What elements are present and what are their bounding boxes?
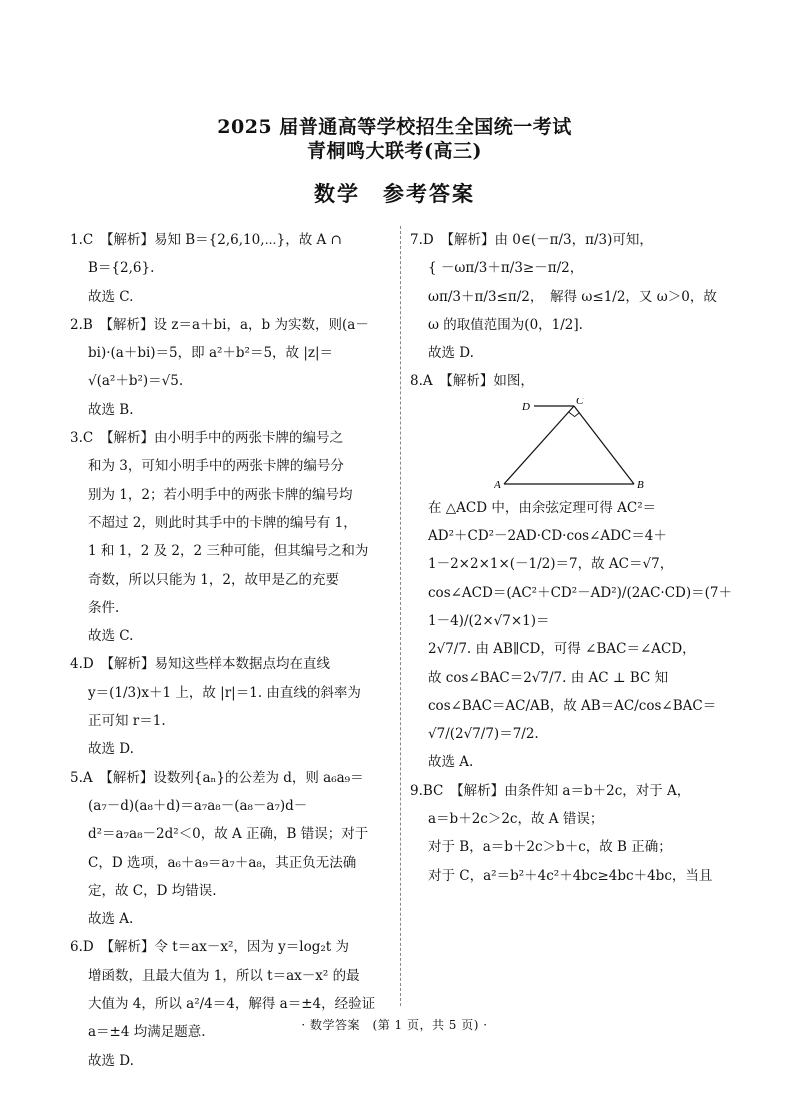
answer-line: ωπ/3＋π/3≤π/2， 解得 ω≤1/2，又 ω＞0，故 bbox=[428, 288, 717, 305]
triangle-figure bbox=[494, 398, 654, 490]
answer-line: 定，故 C，D 均错误. bbox=[88, 882, 217, 899]
right-angle-mark bbox=[569, 412, 580, 417]
answer-line: 故选 C. bbox=[88, 628, 134, 645]
answer-line: 大值为 4，所以 a²/4＝4，解得 a＝±4，经验证 bbox=[88, 996, 376, 1013]
answer-line: cos∠ACD＝(AC²＋CD²－AD²)/(2AC·CD)＝(7＋1－4)/(2×√7×1)＝ bbox=[428, 584, 732, 629]
column-divider bbox=[400, 226, 401, 1006]
answer-line: 故 cos∠BAC＝2√7/7. 由 AC ⊥ BC 知 bbox=[428, 669, 669, 686]
answer-line: 故选 D. bbox=[88, 741, 134, 758]
answer-line: C，D 选项，a₆＋a₉＝a₇＋a₈，其正负无法确 bbox=[88, 854, 357, 871]
subject-heading: 数学 参考答案 bbox=[314, 181, 475, 206]
answer-line: 故选 A. bbox=[88, 911, 134, 928]
answer-line: 故选 C. bbox=[88, 288, 134, 305]
answer-line: 不超过 2，则此时其手中的卡牌的编号有 1， bbox=[88, 514, 357, 531]
answer-line: a＝b＋2c＞2c，故 A 错误； bbox=[428, 811, 604, 828]
answer-line: 别为 1，2；若小明手中的两张卡牌的编号均 bbox=[88, 486, 353, 503]
answer-line: 3.C 【解析】由小明手中的两张卡牌的编号之 bbox=[70, 430, 343, 447]
answer-line: 7.D 【解析】由 0∈(－π/3，π/3)可知， bbox=[410, 232, 653, 248]
segment-cb bbox=[574, 406, 634, 484]
page-footer: · 数学答案 (第 1 页，共 5 页) · bbox=[301, 1018, 488, 1032]
answer-line: 5.A 【解析】设数列{aₙ}的公差为 d，则 a₆a₉＝ bbox=[70, 769, 364, 786]
answer-line: √7/(2√7/7)＝7/2. bbox=[428, 726, 539, 743]
answer-line: 4.D 【解析】易知这些样本数据点均在直线 bbox=[70, 656, 330, 673]
answer-line: d²＝a₇a₈－2d²＜0，故 A 正确，B 错误；对于 bbox=[88, 826, 369, 843]
answer-line: 增函数，且最大值为 1，所以 t＝ax－x² 的最 bbox=[88, 967, 360, 984]
answer-line: AD²＋CD²－2AD·CD·cos∠ADC＝4＋ bbox=[428, 528, 667, 545]
answer-line: √(a²＋b²)＝√5. bbox=[88, 373, 184, 390]
answer-line: 故选 A. bbox=[428, 754, 474, 771]
answer-line: 9.BC 【解析】由条件知 a＝b＋2c，对于 A， bbox=[410, 782, 691, 799]
exam-title: 2025 届普通高等学校招生全国统一考试 bbox=[217, 116, 572, 138]
answer-line: 8.A 【解析】如图， bbox=[410, 373, 534, 390]
answer-line: y＝(1/3)x＋1 上，故 |r|＝1. 由直线的斜率为 bbox=[88, 684, 361, 701]
answer-line: 对于 B，a＝b＋2c＞b＋c，故 B 正确； bbox=[428, 839, 672, 856]
answer-line: 1.C 【解析】易知 B＝{2,6,10,⋯}，故 A ∩ bbox=[70, 232, 342, 248]
answer-line: bi)·(a＋bi)＝5，即 a²＋b²＝5，故 |z|＝ bbox=[88, 345, 334, 362]
answer-line: 奇数，所以只能为 1，2，故甲是乙的充要 bbox=[88, 571, 339, 588]
answer-line: 6.D 【解析】令 t＝ax－x²，因为 y＝log₂t 为 bbox=[70, 939, 349, 956]
answer-line: { －ωπ/3＋π/3≥－π/2， bbox=[428, 260, 584, 277]
label-b: B bbox=[637, 478, 644, 490]
answer-line: 2.B 【解析】设 z＝a＋bi，a，b 为实数，则(a－ bbox=[70, 316, 369, 333]
label-c: C bbox=[576, 397, 584, 407]
right-column bbox=[410, 226, 732, 890]
answer-line: cos∠BAC＝AC/AB，故 AB＝AC/cos∠BAC＝ bbox=[428, 697, 717, 714]
exam-subtitle: 青桐鸣大联考(高三) bbox=[307, 140, 482, 162]
answer-line: 故选 B. bbox=[88, 401, 134, 418]
answer-line: 在 △ACD 中，由余弦定理可得 AC²＝ bbox=[428, 499, 657, 516]
answer-line: a＝±4 均满足题意. bbox=[88, 1024, 206, 1041]
label-a: A bbox=[494, 478, 501, 490]
answer-line: 故选 D. bbox=[428, 345, 474, 362]
segment-ac bbox=[504, 406, 574, 484]
answer-line: 1－2×2×1×(－1/2)＝7，故 AC＝√7， bbox=[428, 556, 674, 573]
answer-line: (a₇－d)(a₈＋d)＝a₇a₈－(a₈－a₇)d－ bbox=[88, 797, 308, 814]
answer-line: B＝{2,6}. bbox=[88, 260, 155, 277]
answer-line: 2√7/7. 由 AB∥CD，可得 ∠BAC＝∠ACD， bbox=[428, 641, 696, 658]
answer-line: ω 的取值范围为(0，1/2]. bbox=[428, 316, 583, 333]
left-column bbox=[70, 226, 388, 1075]
answer-line: 条件. bbox=[88, 599, 120, 616]
answer-line: 和为 3，可知小明手中的两张卡牌的编号分 bbox=[88, 458, 344, 475]
answer-line: 对于 C，a²＝b²＋4c²＋4bc≥4bc＋4bc，当且 bbox=[428, 867, 713, 884]
label-d: D bbox=[522, 400, 530, 413]
answer-line: 1 和 1，2 及 2，2 三种可能，但其编号之和为 bbox=[88, 543, 369, 560]
answer-line: 故选 D. bbox=[88, 1052, 134, 1069]
answer-line: 正可知 r＝1. bbox=[88, 713, 166, 730]
